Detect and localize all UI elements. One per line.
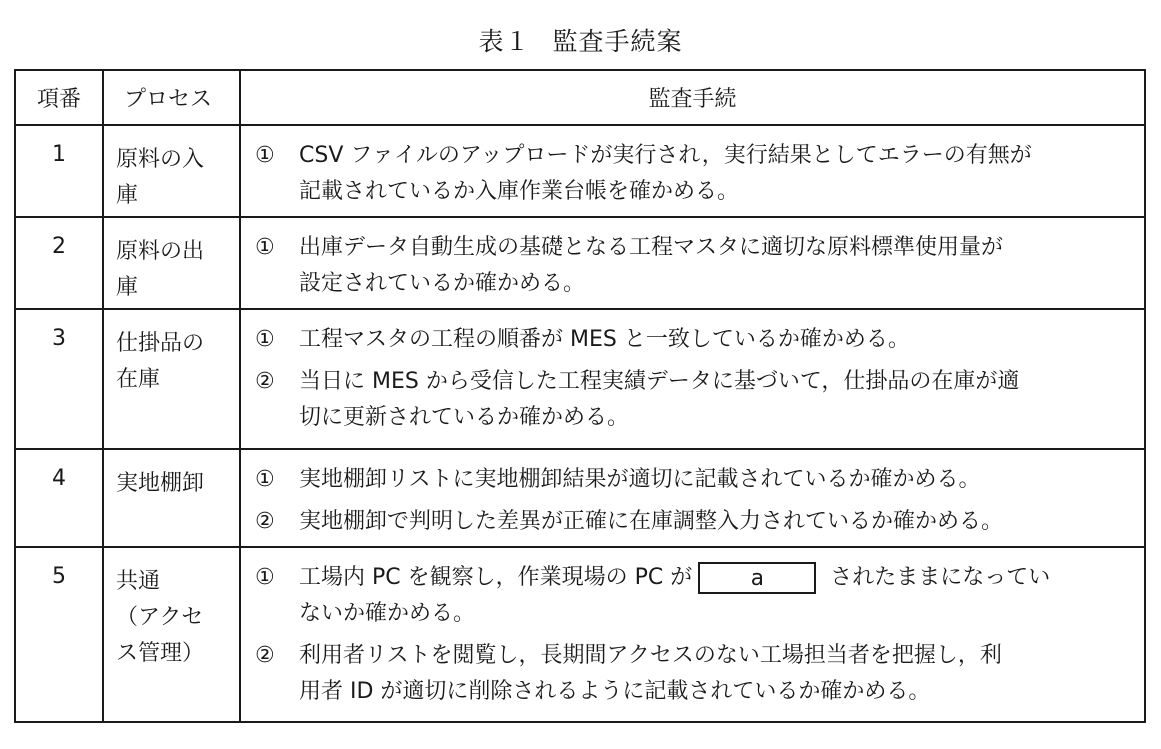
row-process	[103, 547, 240, 722]
procedure-step	[255, 138, 1134, 210]
row-process	[103, 217, 240, 309]
step-marker: ①	[255, 327, 275, 352]
step-text-line: 用者 ID が適切に削除されるように記載されているか確かめる。	[299, 679, 931, 704]
step-marker: ②	[255, 509, 275, 534]
procedure-step	[255, 638, 1134, 710]
row-process	[103, 449, 240, 547]
step-text-line: ないか確かめる。	[299, 601, 476, 626]
process-line: 庫	[116, 183, 139, 208]
table-row	[15, 547, 1145, 722]
row-procedure	[240, 547, 1145, 722]
procedure-step	[255, 364, 1134, 436]
row-number: 3	[15, 309, 103, 449]
step-text-line: 記載されているか入庫作業台帳を確かめる。	[299, 179, 740, 204]
step-text-line: 切に更新されているか確かめる。	[299, 405, 630, 430]
step-text-line: 設定されているか確かめる。	[299, 271, 586, 296]
step-text-line: CSV ファイルのアップロードが実行され，実行結果としてエラーの有無が	[299, 143, 1032, 168]
process-line: 原料の入	[116, 147, 205, 172]
step-text-line	[299, 560, 1134, 596]
table-caption	[0, 22, 1161, 58]
table-header-row	[15, 70, 1145, 125]
row-number: 2	[15, 217, 103, 309]
process-line: 共通	[116, 569, 161, 594]
step-text-line: 実地棚卸で判明した差異が正確に在庫調整入力されているか確かめる。	[299, 509, 1004, 534]
row-procedure	[240, 449, 1145, 547]
row-number: 1	[15, 125, 103, 217]
header-process: プロセス	[103, 70, 240, 125]
process-line: 在庫	[116, 367, 161, 392]
row-number: 5	[15, 547, 103, 722]
table-row	[15, 309, 1145, 449]
row-procedure	[240, 217, 1145, 309]
step-text-line: 利用者リストを閲覧し，長期間アクセスのない工場担当者を把握し，利	[299, 643, 1002, 668]
row-procedure	[240, 125, 1145, 217]
process-line: 実地棚卸	[116, 471, 205, 496]
procedure-step	[255, 560, 1134, 632]
step-text-before-blank: 工場内 PC を観察し，作業現場の PC が	[299, 565, 693, 590]
row-number: 4	[15, 449, 103, 547]
step-text-line: 実地棚卸リストに実地棚卸結果が適切に記載されているか確かめる。	[299, 467, 981, 492]
row-procedure	[240, 309, 1145, 449]
step-marker: ①	[255, 235, 275, 260]
procedure-step	[255, 462, 1134, 498]
table-row	[15, 125, 1145, 217]
process-line: 仕掛品の	[116, 331, 205, 356]
step-marker: ①	[255, 467, 275, 492]
table-row	[15, 449, 1145, 547]
step-marker: ①	[255, 565, 275, 590]
procedure-step	[255, 322, 1134, 358]
process-line: 原料の出	[116, 239, 205, 264]
table-caption-title: 監査手続案	[552, 27, 683, 56]
audit-procedure-table	[14, 69, 1146, 723]
table-row	[15, 217, 1145, 309]
step-text-line: 出庫データ自動生成の基礎となる工程マスタに適切な原料標準使用量が	[299, 235, 1004, 260]
process-line: ス管理）	[116, 641, 205, 666]
table-caption-label: 表１	[478, 27, 531, 56]
step-text-line: 工程マスタの工程の順番が MES と一致しているか確かめる。	[299, 327, 910, 352]
step-marker: ①	[255, 143, 275, 168]
answer-blank-a: a	[698, 562, 816, 594]
step-marker: ②	[255, 369, 275, 394]
step-text-after-blank: されたままになってい	[830, 565, 1051, 590]
header-procedure: 監査手続	[240, 70, 1145, 125]
step-marker: ②	[255, 643, 275, 668]
row-process	[103, 309, 240, 449]
procedure-step	[255, 230, 1134, 302]
header-number: 項番	[15, 70, 103, 125]
procedure-step	[255, 504, 1134, 540]
row-process	[103, 125, 240, 217]
process-line: 庫	[116, 275, 139, 300]
step-text-line: 当日に MES から受信した工程実績データに基づいて，仕掛品の在庫が適	[299, 369, 1020, 394]
process-line: （アクセ	[116, 605, 204, 630]
